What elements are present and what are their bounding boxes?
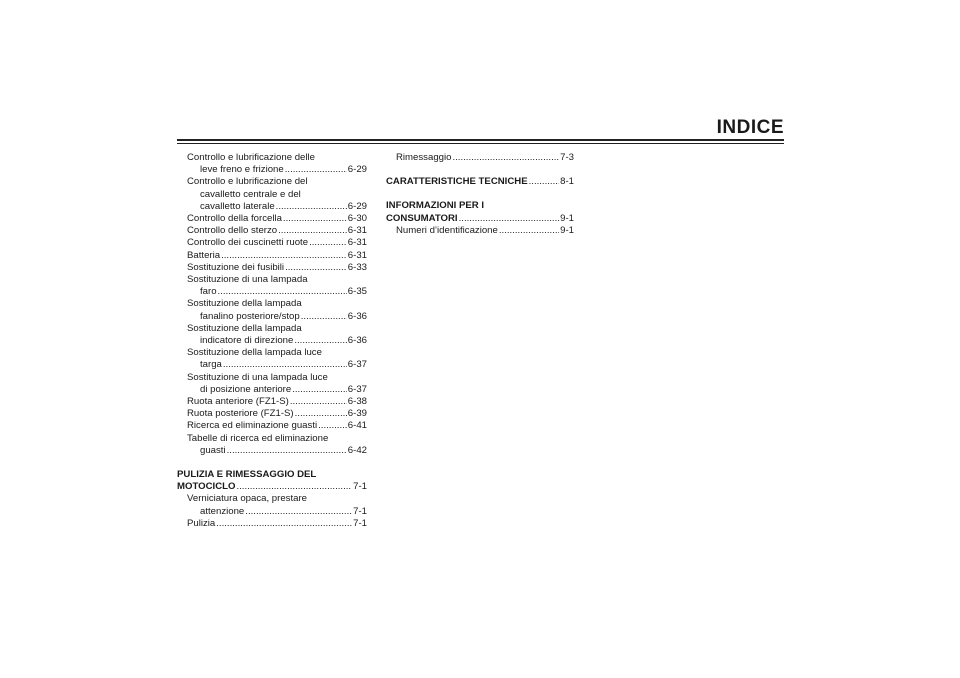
toc-page-number: 6-39 (347, 408, 367, 420)
dot-leader (221, 250, 347, 262)
toc-entry[interactable] (386, 225, 574, 237)
toc-page-number: 6-31 (347, 225, 367, 237)
dot-leader (285, 164, 347, 176)
toc-left-column (177, 152, 367, 530)
toc-entry-text: Sostituzione di una lampada (187, 274, 308, 286)
toc-entry-text: Batteria (187, 249, 221, 261)
dot-leader (295, 408, 347, 420)
dot-leader (227, 445, 347, 457)
toc-entry-text: Pulizia (187, 517, 216, 529)
toc-page-number: 7-1 (353, 517, 367, 529)
toc-entry-text: faro (200, 286, 217, 298)
toc-entry (177, 274, 367, 286)
toc-page-number: 7-1 (353, 505, 367, 517)
toc-page-number: 6-37 (347, 383, 367, 395)
toc-entry-text: Tabelle di ricerca ed eliminazione (187, 432, 329, 444)
toc-entry-text: Numeri d’identificazione (396, 224, 498, 236)
toc-entry-text: Controllo e lubrificazione del (187, 176, 308, 188)
dot-leader (499, 225, 559, 237)
toc-entry-text: di posizione anteriore (200, 383, 292, 395)
toc-entry (177, 433, 367, 445)
toc-entry[interactable] (177, 164, 367, 176)
toc-page-number: 6-29 (347, 200, 367, 212)
toc-entry[interactable] (177, 335, 367, 347)
toc-entry[interactable] (386, 152, 574, 164)
toc-entry-text: CONSUMATORI (386, 212, 458, 224)
dot-leader (301, 311, 347, 323)
toc-page-number: 6-30 (347, 213, 367, 225)
toc-entry-text: INFORMAZIONI PER I (386, 200, 485, 212)
header-rule-thin (177, 143, 784, 144)
dot-leader (285, 262, 347, 274)
toc-entry-text: Sostituzione della lampada (187, 298, 302, 310)
toc-section-heading[interactable] (386, 213, 574, 225)
header-rule (177, 139, 784, 141)
toc-entry-text: cavalletto laterale (200, 200, 275, 212)
toc-page-number: 6-41 (347, 420, 367, 432)
toc-entry-text: Sostituzione della lampada (187, 322, 302, 334)
toc-page-number: 6-42 (347, 444, 367, 456)
toc-page-number: 6-35 (347, 286, 367, 298)
toc-entry (177, 372, 367, 384)
toc-entry-text: Controllo dei cuscinetti ruote (187, 237, 309, 249)
dot-leader (309, 237, 347, 249)
section-gap (386, 188, 574, 200)
toc-entry-text: indicatore di direzione (200, 335, 294, 347)
dot-leader (218, 286, 347, 298)
toc-page-number: 9-1 (560, 224, 574, 236)
dot-leader (236, 481, 352, 493)
toc-entry-text: attenzione (200, 505, 245, 517)
toc-entry[interactable] (177, 445, 367, 457)
dot-leader (452, 152, 559, 164)
toc-page-number: 6-29 (347, 164, 367, 176)
toc-entry-text: Controllo e lubrificazione delle (187, 152, 315, 163)
section-gap (177, 457, 367, 469)
toc-right-column (386, 152, 574, 237)
toc-entry[interactable] (177, 506, 367, 518)
toc-page-number: 7-3 (560, 152, 574, 163)
toc-entry[interactable] (177, 225, 367, 237)
dot-leader (292, 384, 347, 396)
dot-leader (529, 176, 560, 188)
toc-entry-text: Ruota anteriore (FZ1-S) (187, 396, 289, 408)
dot-leader (276, 201, 347, 213)
toc-page-number: 6-33 (347, 261, 367, 273)
toc-entry[interactable] (177, 408, 367, 420)
toc-entry-text: Verniciatura opaca, prestare (187, 493, 307, 505)
toc-entry-text: cavalletto centrale e del (200, 188, 301, 200)
toc-entry-text: Sostituzione della lampada luce (187, 347, 322, 359)
toc-entry (177, 323, 367, 335)
toc-entry[interactable] (177, 420, 367, 432)
dot-leader (278, 225, 347, 237)
toc-entry[interactable] (177, 311, 367, 323)
toc-entry-text: Controllo dello sterzo (187, 225, 278, 237)
toc-entry-text: leve freno e frizione (200, 164, 284, 176)
toc-entry[interactable] (177, 359, 367, 371)
dot-leader (223, 359, 347, 371)
toc-entry[interactable] (177, 396, 367, 408)
toc-entry-text: Rimessaggio (396, 152, 452, 163)
page-title: INDICE (716, 117, 784, 138)
toc-entry (177, 298, 367, 310)
toc-entry-text: Sostituzione dei fusibili (187, 261, 285, 273)
toc-entry-text: Sostituzione di una lampada luce (187, 371, 328, 383)
dot-leader (245, 506, 352, 518)
toc-entry (177, 493, 367, 505)
toc-entry-text: Ricerca ed eliminazione guasti (187, 420, 318, 432)
toc-entry[interactable] (177, 286, 367, 298)
dot-leader (459, 213, 560, 225)
toc-entry-text: guasti (200, 444, 226, 456)
toc-entry[interactable] (177, 250, 367, 262)
section-gap (386, 164, 574, 176)
toc-entry-text: targa (200, 359, 222, 371)
toc-entry-text: Controllo della forcella (187, 213, 282, 225)
toc-page-number: 9-1 (560, 212, 574, 224)
toc-entry (177, 189, 367, 201)
toc-page-number: 6-36 (347, 310, 367, 322)
toc-entry[interactable] (177, 213, 367, 225)
toc-entry[interactable] (177, 262, 367, 274)
toc-page-number: 6-36 (347, 335, 367, 347)
toc-entry-text: Ruota posteriore (FZ1-S) (187, 408, 294, 420)
toc-page-number: 6-38 (347, 396, 367, 408)
toc-entry[interactable] (177, 237, 367, 249)
dot-leader (283, 213, 347, 225)
dot-leader (216, 518, 352, 530)
toc-page-number: 6-37 (347, 359, 367, 371)
toc-entry-text: fanalino posteriore/stop (200, 310, 300, 322)
toc-page-number: 6-31 (347, 237, 367, 249)
toc-entry[interactable] (177, 384, 367, 396)
toc-page-number: 8-1 (560, 176, 574, 188)
toc-entry-text: PULIZIA E RIMESSAGGIO DEL (177, 469, 317, 481)
dot-leader (318, 420, 347, 432)
toc-section-heading[interactable] (177, 481, 367, 493)
toc-entry[interactable] (177, 518, 367, 530)
dot-leader (290, 396, 347, 408)
toc-entry[interactable] (177, 201, 367, 213)
toc-section-heading[interactable] (386, 176, 574, 188)
toc-entry-text: CARATTERISTICHE TECNICHE (386, 176, 528, 188)
toc-entry-text: MOTOCICLO (177, 481, 236, 493)
toc-entry (177, 176, 367, 188)
toc-entry (177, 152, 367, 164)
toc-page-number: 6-31 (347, 249, 367, 261)
toc-page-number: 7-1 (353, 481, 367, 493)
toc-section-heading (177, 469, 367, 481)
toc-section-heading (386, 200, 574, 212)
dot-leader (294, 335, 346, 347)
toc-entry (177, 347, 367, 359)
